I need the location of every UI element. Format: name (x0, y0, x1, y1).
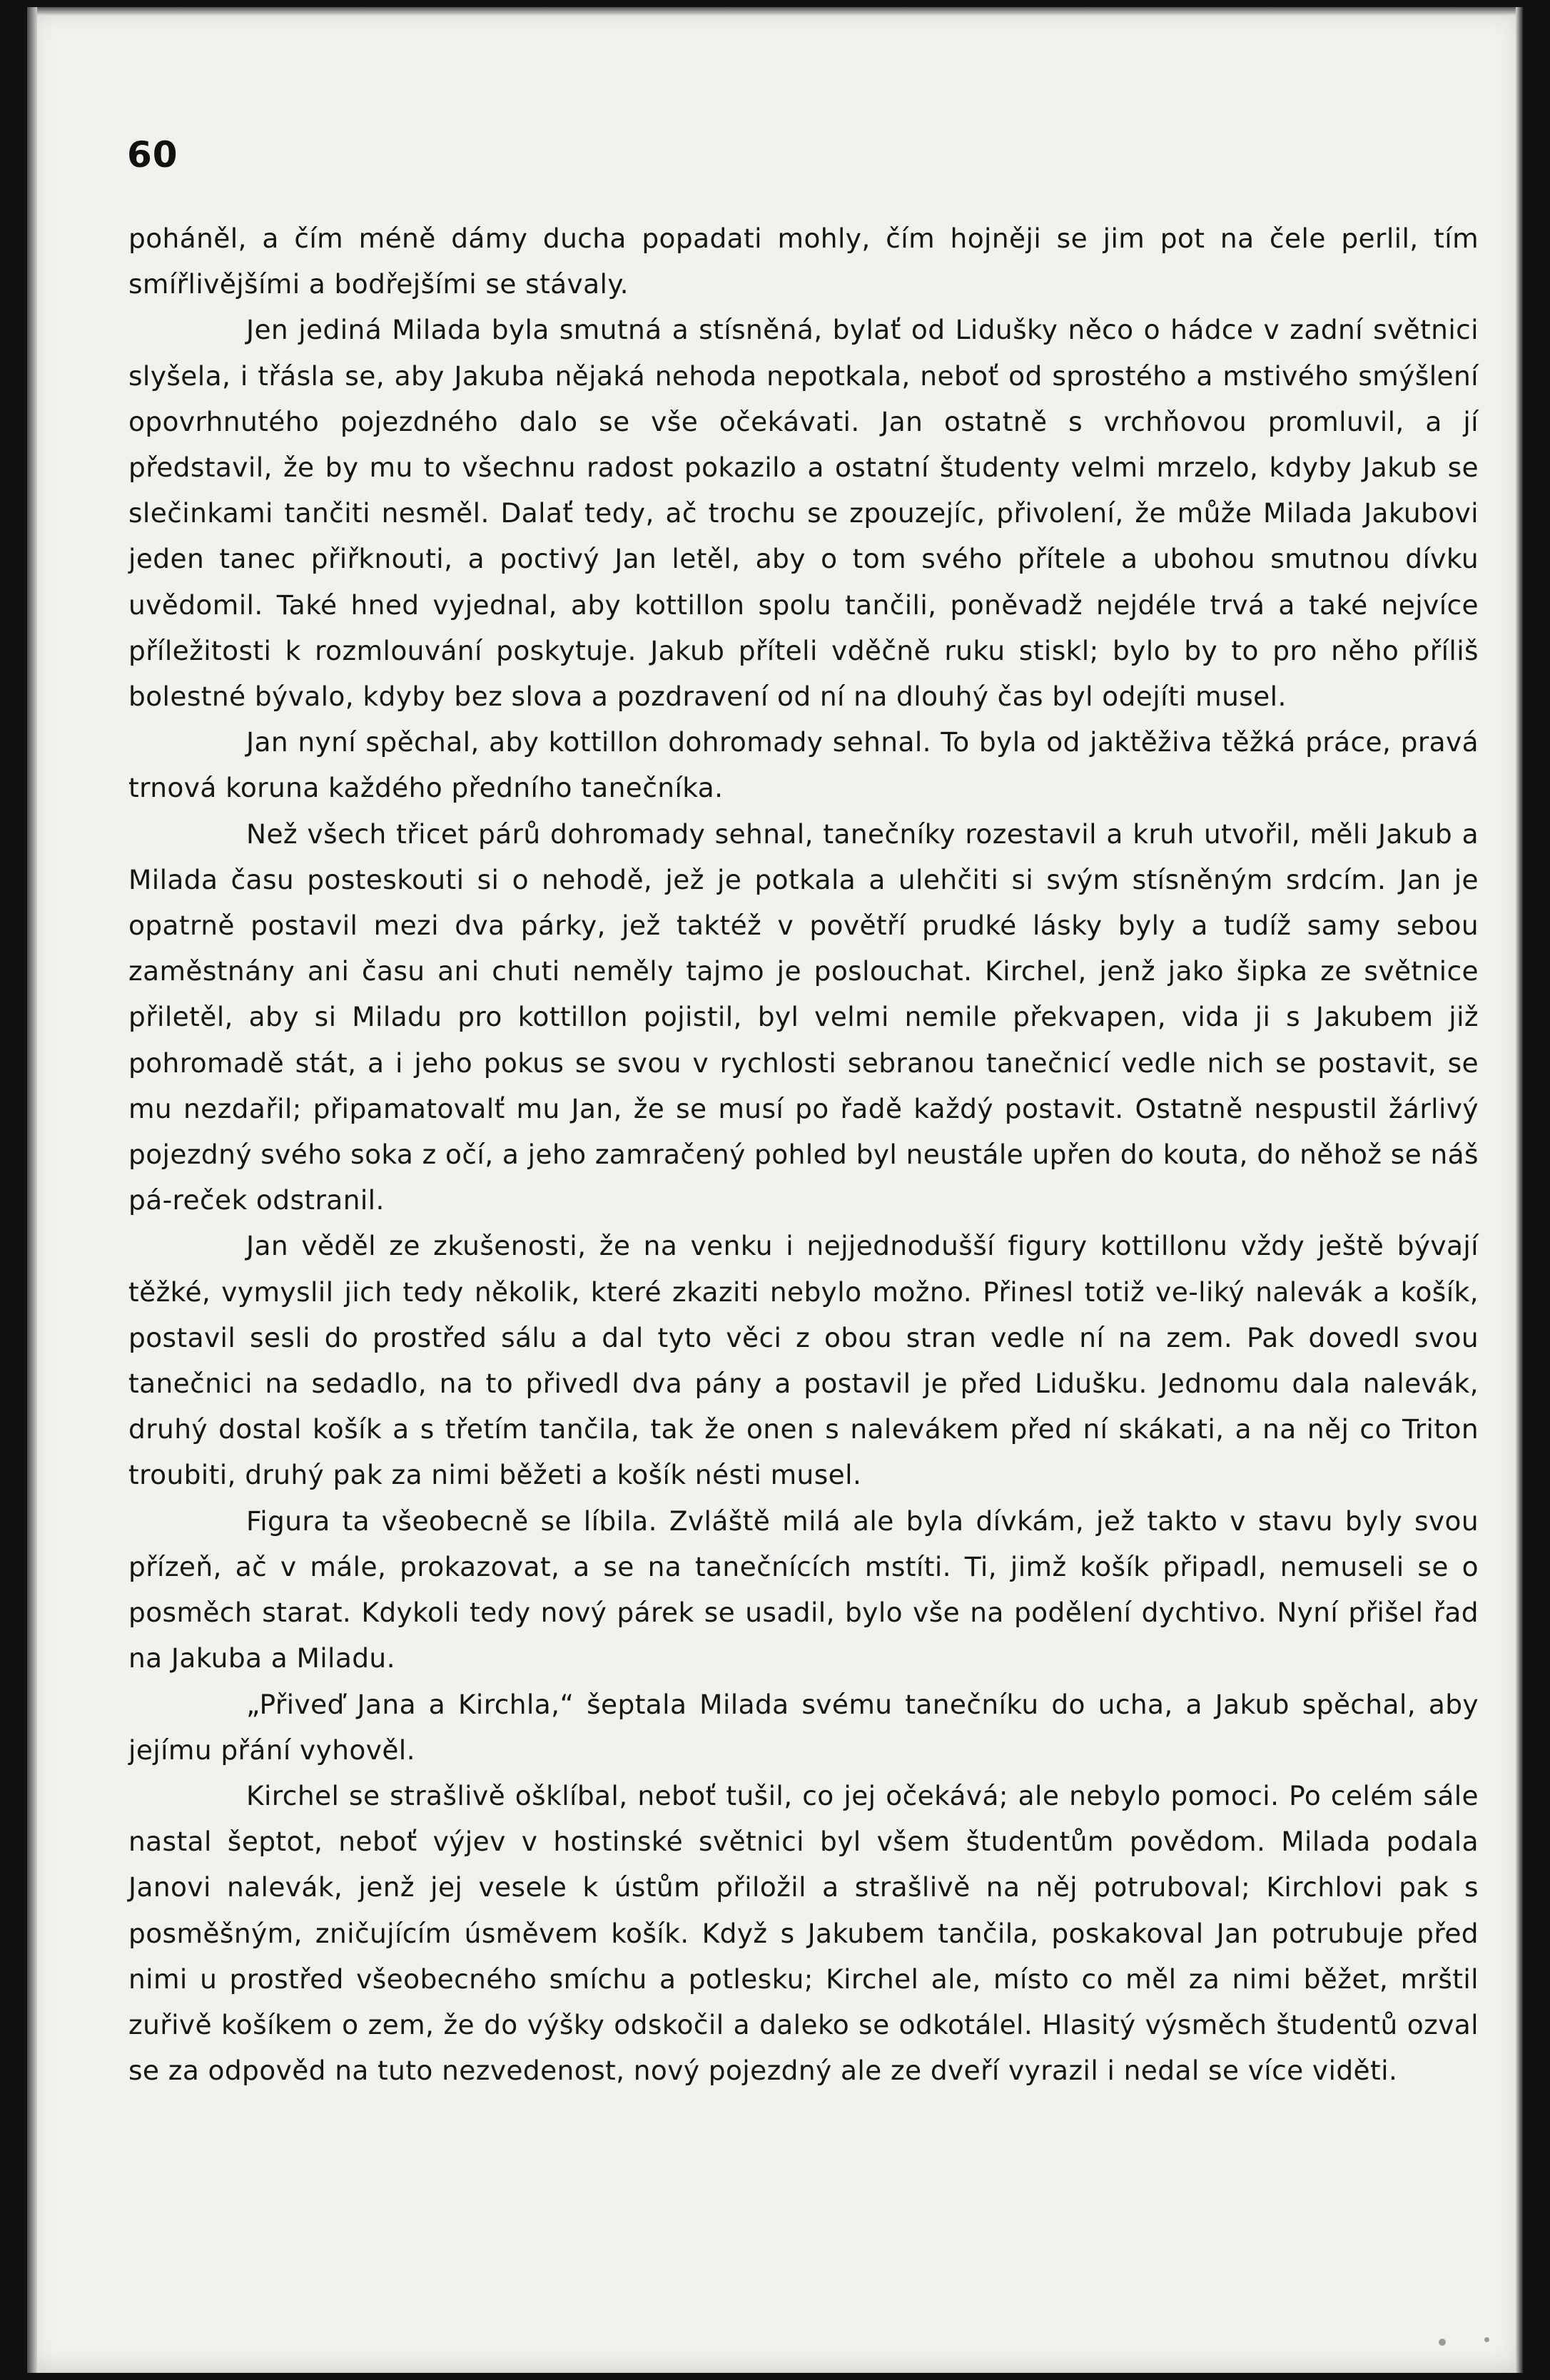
page-right-edge (1516, 7, 1523, 2373)
book-page (27, 7, 1523, 2373)
page-top-edge (27, 7, 1523, 16)
body-text (128, 215, 1479, 2093)
paragraph: Jen jediná Milada byla smutná a stísněná, bylať od Lidušky něco o hádce v zadní světnici slyšela, i třásla se, aby Jakuba nějaká nehoda nepotkala, neboť od sprostého a mstivého smýšlení opovrhnutého pojezdného dalo se vše očekávati. Jan ostatně s vrchňovou promluvil, a jí představil, že by mu to všechnu radost pokazilo a ostatní študenty velmi mrzelo, kdyby Jakub se slečinkami tančiti nesměl. Dalať tedy, ač trochu se zpouzejíc, přivolení, že může Milada Jakubovi jeden tanec přiřknouti, a poctivý Jan letěl, aby o tom svého přítele a ubohou smutnou dívku uvědomil. Také hned vyjednal, aby kottillon spolu tančili, poněvadž nejdéle trvá a také nejvíce příležitosti k rozmlouvání poskytuje. Jakub příteli vděčně ruku stiskl; bylo by to pro něho příliš bolestné bývalo, kdyby bez slova a pozdravení od ní na dlouhý čas byl odejíti musel. (128, 314, 1479, 713)
page-number: 60 (127, 134, 178, 176)
ink-smudge (1439, 2339, 1446, 2346)
paragraph: Kirchel se strašlivě ošklíbal, neboť tušil, co jej očekává; ale nebylo pomoci. Po celém sále nastal šeptot, neboť výjev v hostinské světnici byl všem študentům povědom. Milada podala Janovi nalevák, jenž jej vesele k ústům přiložil a strašlivě na něj potrubоval; Kirchlovi pak s posměšným, zničujícím úsměvem košík. Když s Jakubem tančila, poskakoval Jan potrubuje před nimi u prostřed všeobecného smíchu a potlesku; Kirchel ale, místo co měl za nimi běžet, mrštil zuřivě košíkem o zem, že do výšky odskočil a daleko se odkotálel. Hlasitý výsměch študentů ozval se za odpověd na tuto nezvedenost, nový pojezdný ale ze dveří vyrazil i nedal se více viděti. (128, 1779, 1479, 2087)
ink-smudge (1484, 2337, 1489, 2342)
paragraph: Jan věděl ze zkušenosti, že na venku i nejjednodušší figury kottillonu vždy ještě bývají těžké, vymyslil jich tedy několik, které zkaziti nebylo možno. Přinesl totiž ve-liký nalevák a košík, postavil sesli do prostřed sálu a dal tyto věci z obou stran vedle ní na zem. Pak dovedl svou tanečnici na sedadlo, na to přivedl dva pány a postavil je před Lidušku. Jednomu dala nalevák, druhý dostal košík a s třetím tančila, tak že onen s nalevákem před ní skákati, a na něj co Triton troubiti, druhý pak za nimi běžeti a košík nésti musel. (128, 1230, 1479, 1491)
paragraph: Figura ta všeobecně se líbila. Zvláště milá ale byla dívkám, jež takto v stavu byly svou přízeň, ač v mále, prokazovat, a se na tanečnících mstíti. Ti, jimž košík připadl, nemuseli se o posměch starat. Kdykoli tedy nový párek se usadil, bylo vše na podělení dychtivo. Nyní přišel řad na Jakuba a Miladu. (128, 1505, 1479, 1674)
paragraph: poháněl, a čím méně dámy ducha popadati mohly, čím hojněji se jim pot na čele perlil, tím smířlivějšími a bodřejšími se stávaly. (128, 223, 1479, 300)
paragraph: Jan nyní spěchal, aby kottillon dohromady sehnal. To byla od jaktěživa těžká práce, pravá trnová koruna každého předního tanečníka. (128, 726, 1479, 804)
paragraph: Než všech třicet párů dohromady sehnal, tanečníky rozestavil a kruh utvořil, měli Jakub a Milada času posteskouti si o nehodě, jež je potkala a ulehčiti si svým stísněným srdcím. Jan je opatrně postavil mezi dva párky, jež taktéž v povětří prudké lásky byly a tudíž samy sebou zaměstnány ani času ani chuti neměly tajmo je poslouchat. Kirchel, jenž jako šipka ze světnice přiletěl, aby si Miladu pro kottillon pojistil, byl velmi nemile překvapen, vida ji s Jakubem již pohromadě stát, a i jeho pokus se svou v rychlosti sebranou tanečnicí vedle nich se postavit, se mu nezdařil; připamatovalť mu Jan, že se musí po řadě každý postavit. Ostatně nespustil žárlivý pojezdný svého soka z očí, a jeho zamračený pohled byl neustále upřen do kouta, do něhož se náš pá-reček odstranil. (128, 818, 1479, 1216)
paragraph: „Přiveď Jana a Kirchla,“ šeptala Milada svému tanečníku do ucha, a Jakub spěchal, aby jejímu přání vyhověl. (128, 1688, 1479, 1766)
page-left-edge (27, 7, 37, 2373)
